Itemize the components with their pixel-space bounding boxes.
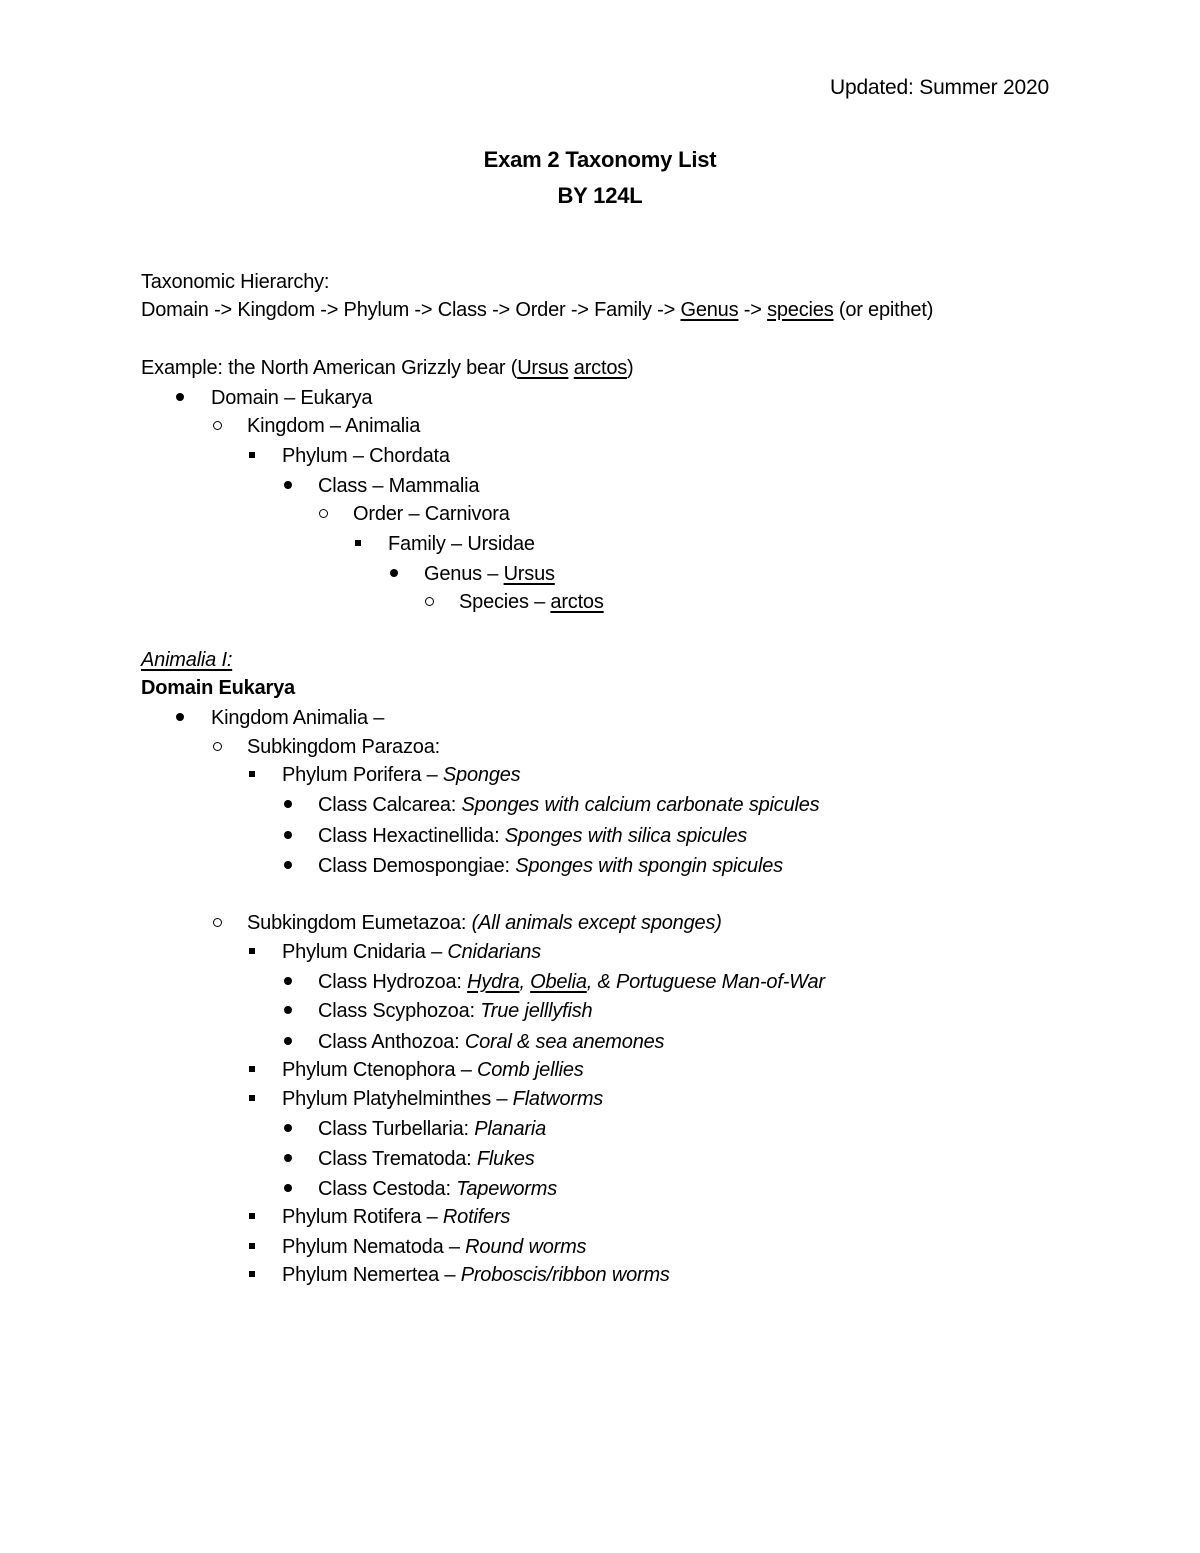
phylum-porifera: Phylum Porifera – Sponges (282, 764, 521, 786)
phylum-ctenophora: Phylum Ctenophora – Comb jellies (282, 1059, 584, 1081)
bullet-dot (170, 386, 190, 410)
subkingdom-parazoa: Subkingdom Parazoa: (247, 736, 440, 758)
class-hexactinellida: Class Hexactinellida: Sponges with silica spicules (318, 825, 748, 847)
bullet-dot (278, 854, 298, 878)
phylum-nematoda: Phylum Nematoda – Round worms (282, 1236, 587, 1258)
example-genus: Genus – Ursus (424, 563, 555, 585)
bullet-circle (207, 735, 227, 759)
bullet-square (242, 763, 262, 787)
bullet-square (242, 1263, 262, 1287)
bullet-dot (170, 706, 190, 730)
example-class: Class – Mammalia (318, 475, 480, 497)
class-trematoda: Class Trematoda: Flukes (318, 1148, 535, 1170)
bullet-square (242, 1087, 262, 1111)
bullet-dot (278, 970, 298, 994)
phylum-nemertea: Phylum Nemertea – Proboscis/ribbon worms (282, 1264, 670, 1286)
example-phylum: Phylum – Chordata (282, 445, 450, 467)
bullet-dot (278, 1147, 298, 1171)
bullet-dot (278, 824, 298, 848)
phylum-cnidaria: Phylum Cnidaria – Cnidarians (282, 941, 541, 963)
updated-note: Updated: Summer 2020 (830, 76, 1049, 99)
bullet-circle (313, 502, 333, 526)
example-family: Family – Ursidae (388, 533, 535, 555)
hierarchy-label: Taxonomic Hierarchy: (141, 271, 330, 293)
bullet-dot (278, 1030, 298, 1054)
bullet-dot (278, 1177, 298, 1201)
phylum-platyhelminthes: Phylum Platyhelminthes – Flatworms (282, 1088, 604, 1110)
example-order: Order – Carnivora (353, 503, 510, 525)
course-code: BY 124L (557, 183, 643, 208)
class-turbellaria: Class Turbellaria: Planaria (318, 1118, 547, 1140)
bullet-dot (384, 562, 404, 586)
bullet-circle (207, 911, 227, 935)
bullet-circle (207, 414, 227, 438)
subkingdom-eumetazoa: Subkingdom Eumetazoa: (All animals except sponges) (247, 912, 722, 934)
class-calcarea: Class Calcarea: Sponges with calcium carbonate spicules (318, 794, 820, 816)
bullet-square (242, 1058, 262, 1082)
section-heading: Animalia I: (141, 649, 233, 671)
domain-heading: Domain Eukarya (141, 677, 295, 699)
bullet-dot (278, 793, 298, 817)
class-hydrozoa: Class Hydrozoa: Hydra, Obelia, & Portuguese Man-of-War (318, 971, 825, 993)
document-title: Exam 2 Taxonomy List (483, 147, 717, 172)
bullet-dot (278, 474, 298, 498)
bullet-dot (278, 1117, 298, 1141)
bullet-circle (419, 590, 439, 614)
example-kingdom: Kingdom – Animalia (247, 415, 421, 437)
example-species: Species – arctos (459, 591, 604, 613)
kingdom-animalia: Kingdom Animalia – (211, 707, 385, 729)
bullet-square (242, 1235, 262, 1259)
class-anthozoa: Class Anthozoa: Coral & sea anemones (318, 1031, 665, 1053)
class-cestoda: Class Cestoda: Tapeworms (318, 1178, 558, 1200)
bullet-square (348, 532, 368, 556)
bullet-square (242, 444, 262, 468)
bullet-square (242, 1205, 262, 1229)
class-scyphozoa: Class Scyphozoa: True jelllyfish (318, 1000, 593, 1022)
bullet-square (242, 940, 262, 964)
example-intro: Example: the North American Grizzly bear (Ursus arctos) (141, 357, 634, 379)
hierarchy-chain: Domain -> Kingdom -> Phylum -> Class -> Order -> Family -> Genus -> species (or epithet) (141, 299, 934, 321)
class-demospongiae: Class Demospongiae: Sponges with spongin spicules (318, 855, 783, 877)
phylum-rotifera: Phylum Rotifera – Rotifers (282, 1206, 511, 1228)
bullet-dot (278, 999, 298, 1023)
example-domain: Domain – Eukarya (211, 387, 373, 409)
